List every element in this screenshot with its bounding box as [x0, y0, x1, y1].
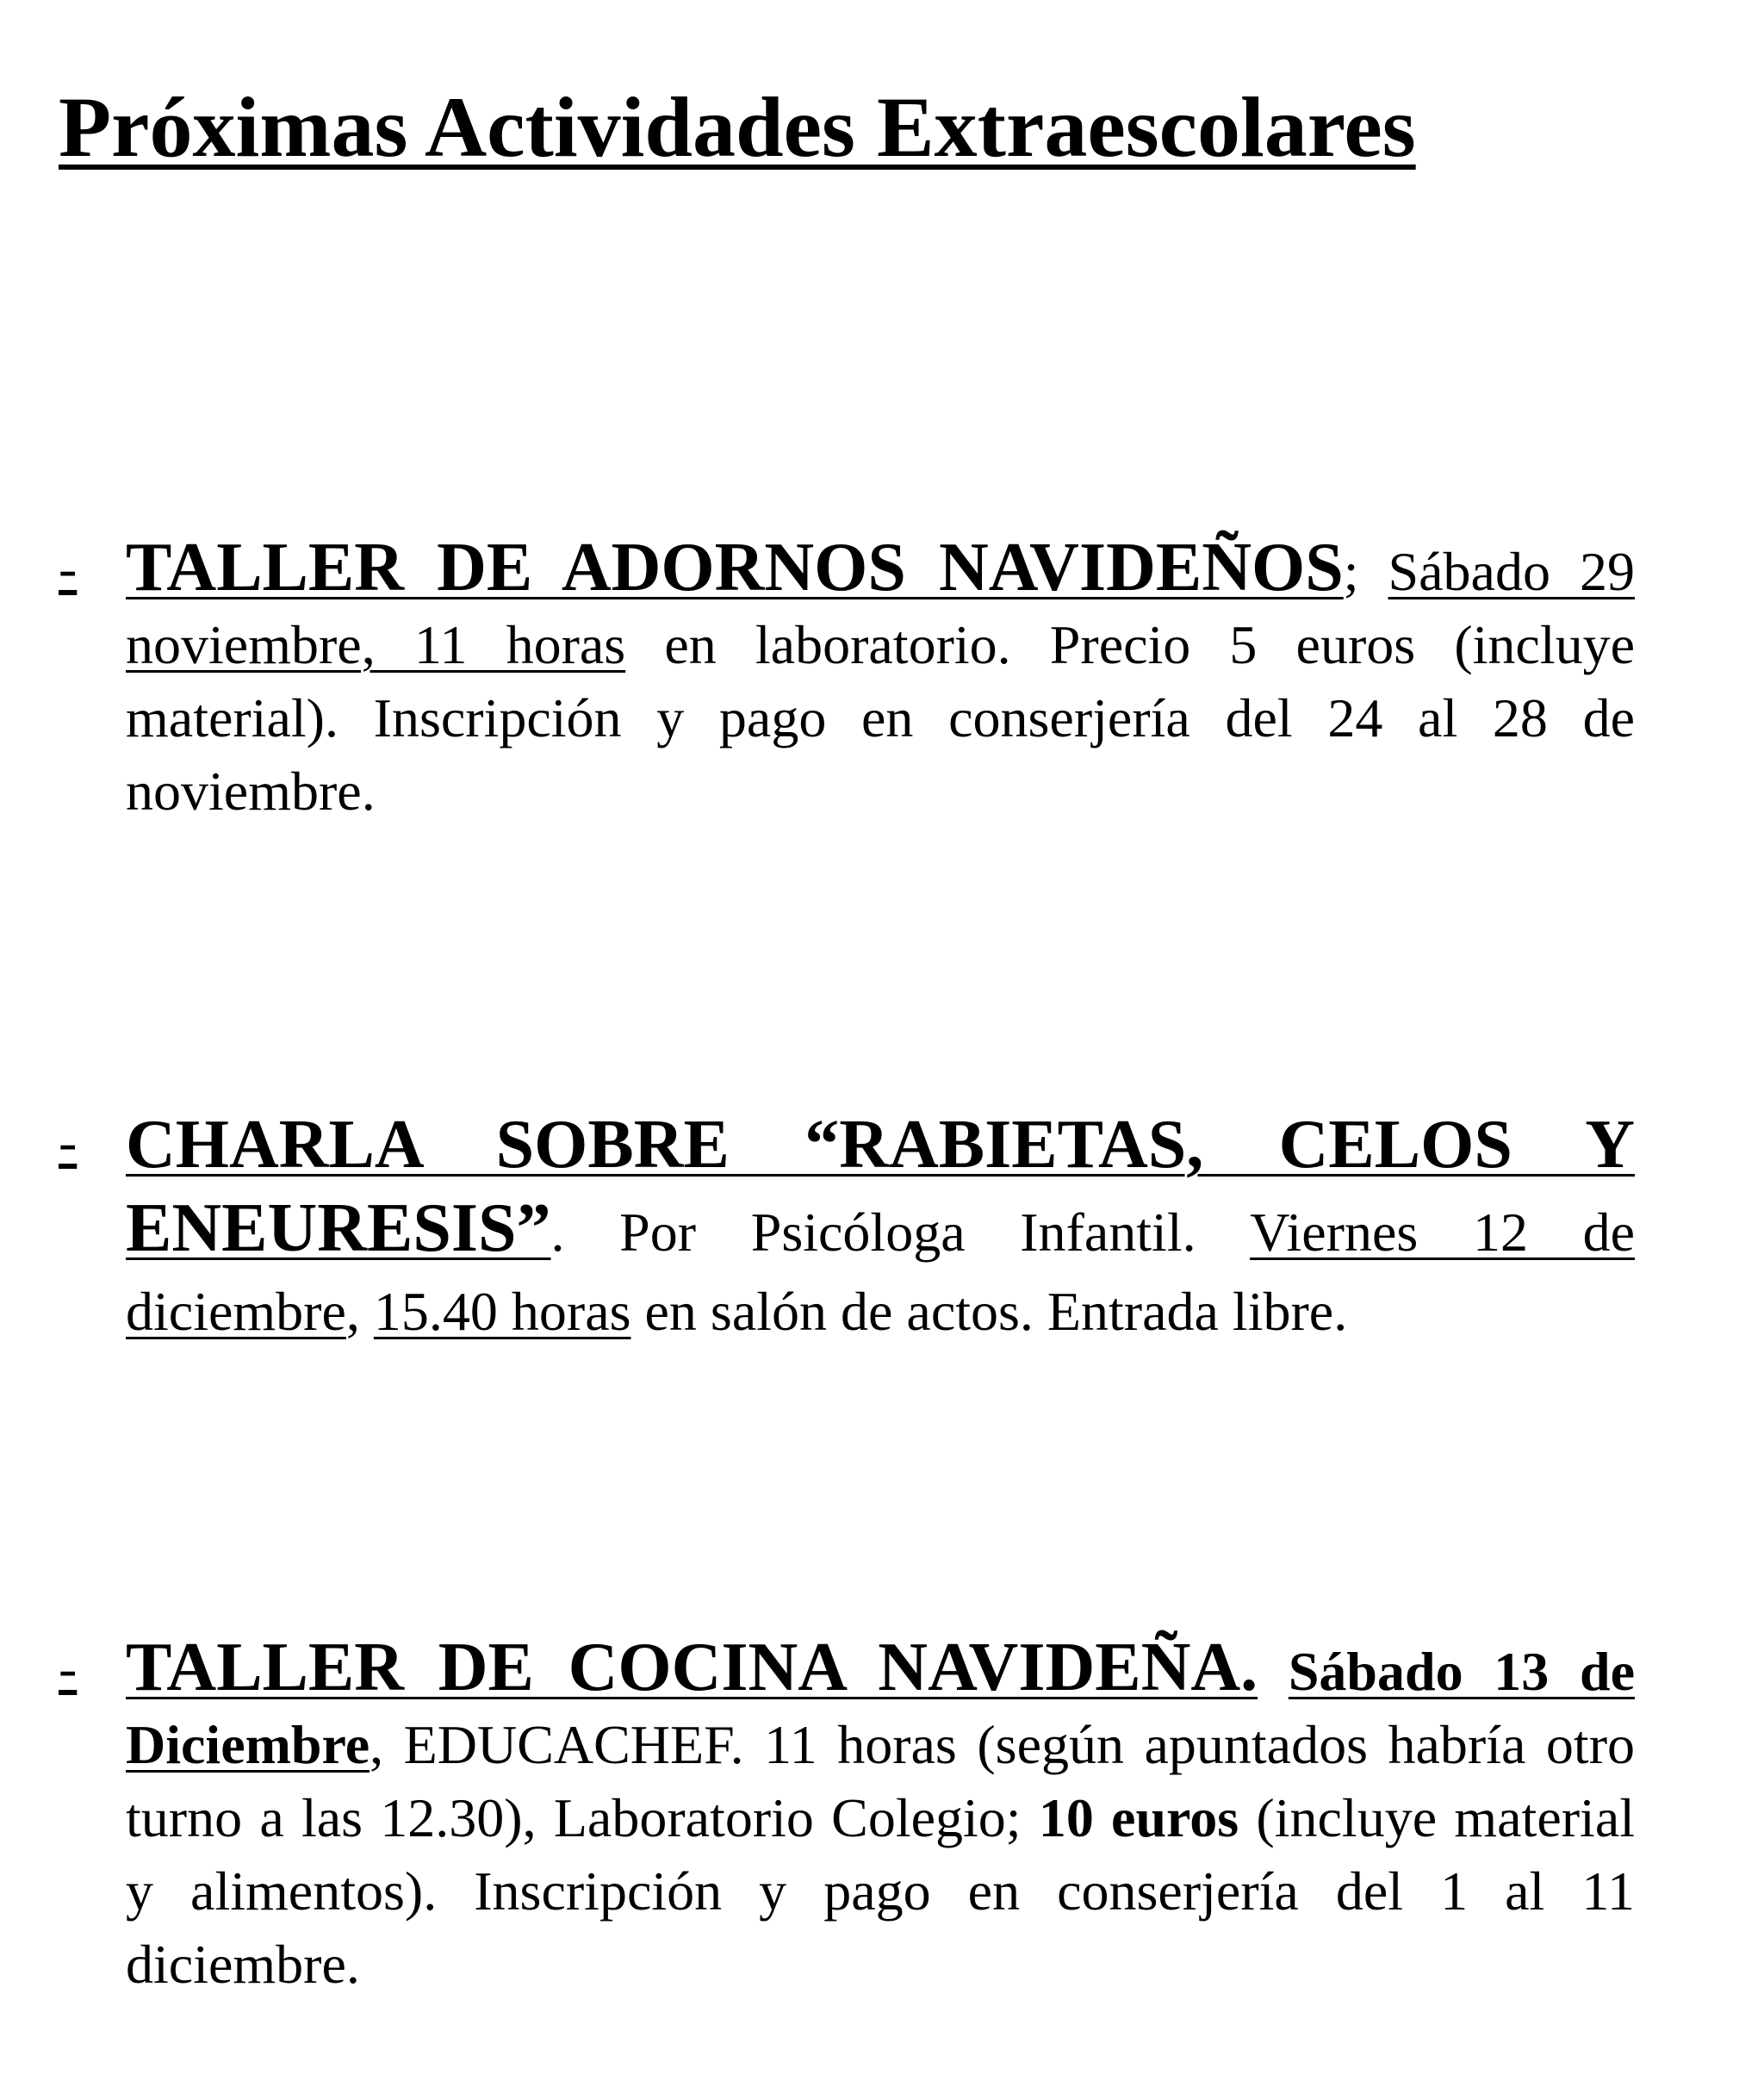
activity-date: Sábado 13 de Diciembre: [126, 1641, 1635, 1775]
activity-date: Sábado 29 noviembre, 11 horas: [126, 541, 1635, 675]
bullet-dash: -: [59, 537, 78, 599]
activity-item-charla: [59, 1105, 1635, 1351]
activity-text: [126, 1631, 1635, 2001]
bullet-dash: -: [59, 1111, 78, 1172]
activity-details: en salón de actos. Entrada libre.: [630, 1281, 1348, 1342]
activity-time: 15.40 horas: [373, 1281, 631, 1342]
activity-details: , EDUCACHEF. 11 horas (según apuntados habría otro turno a las 12.30), Laboratorio Colegio;: [126, 1714, 1635, 1848]
activity-heading: TALLER DE ADORNOS NAVIDEÑOS: [126, 530, 1344, 605]
activity-item-cocina: [59, 1631, 1635, 2001]
activity-heading: TALLER DE COCINA NAVIDEÑA.: [126, 1630, 1258, 1705]
activity-separator: ;: [1343, 541, 1359, 602]
activity-price: 10 euros: [1038, 1787, 1239, 1848]
activity-date: Viernes 12 de diciembre: [126, 1202, 1635, 1342]
bullet-dash: -: [59, 1637, 78, 1698]
activity-speaker: . Por Psicóloga Infantil.: [550, 1202, 1251, 1263]
activity-details: en laboratorio. Precio 5 euros (incluye material). Inscripción y pago en conserjería del 24 al 28 de noviembre.: [126, 614, 1635, 822]
activity-heading: CHARLA SOBRE “RABIETAS, CELOS Y ENEURESIS”: [126, 1107, 1635, 1266]
activity-details-end: (incluye material y alimentos). Inscripción y pago en conserjería del 1 al 11 diciembre.: [126, 1787, 1636, 1995]
activity-separator: ,: [345, 1281, 374, 1342]
activity-text: [126, 531, 1635, 828]
page-title: Próximas Actividades Extraescolares: [59, 79, 1416, 175]
activity-item-adornos: [59, 531, 1635, 828]
activity-text: [126, 1105, 1635, 1351]
